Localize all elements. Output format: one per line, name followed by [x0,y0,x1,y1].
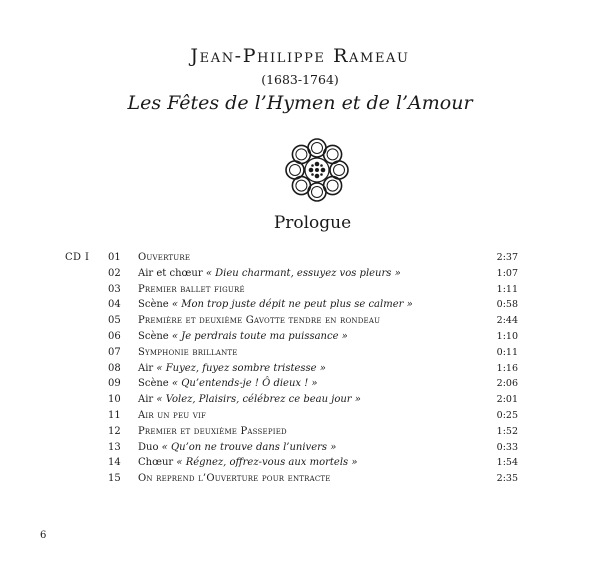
track-number: 05 [108,315,121,327]
track-title-prefix: Scène [138,299,172,311]
track-title [138,252,190,264]
track-title-text: On reprend l’Ouverture pour entracte [138,473,331,485]
track-duration: 2:44 [496,315,518,327]
track-title-prefix: Duo [138,441,162,453]
track-row [108,363,518,379]
track-duration: 2:06 [496,378,518,390]
track-row [108,457,518,473]
track-number: 02 [108,267,121,279]
track-number: 10 [108,394,121,406]
track-title [138,347,238,359]
track-title-text: « Je perdrais toute ma puissance » [171,330,348,342]
track-title [138,378,318,390]
track-title-text: « Dieu charmant, essuyez vos pleurs » [205,267,401,279]
track-title [138,473,331,485]
track-number: 11 [108,409,121,421]
track-title-text: Première et deuxième Gavotte tendre en rondeau [138,315,381,327]
track-duration: 1:54 [496,457,518,469]
track-number: 15 [108,473,121,485]
track-duration: 0:33 [496,441,518,453]
track-row [108,473,518,489]
track-number: 03 [108,283,121,295]
track-duration: 0:25 [496,409,518,421]
track-duration: 1:52 [496,425,518,437]
track-title-text: « Mon trop juste dépit ne peut plus se calmer » [171,299,413,311]
track-title [138,457,357,469]
track-number: 01 [108,252,121,263]
track-row [108,268,518,284]
track-number: 04 [108,299,121,311]
composer-dates: (1683-1764) [261,72,339,87]
track-number: 06 [108,330,121,342]
track-title-prefix: Air [138,362,157,374]
track-duration: 1:11 [496,283,518,295]
track-duration: 2:01 [496,394,518,406]
track-duration: 0:58 [496,299,518,311]
track-title-prefix: Scène [138,330,172,342]
rosette-ornament-icon [282,135,352,205]
work-title: Les Fêtes de l’Hymen et de l’Amour [127,92,473,114]
track-title-text: « Fuyez, fuyez sombre tristesse » [156,362,326,374]
track-row [108,347,518,363]
track-title-prefix: Air [138,394,157,406]
track-title-text: « Régnez, offrez-vous aux mortels » [176,457,358,469]
track-row [108,426,518,442]
track-title-text: « Qu’entends-je ! Ô dieux ! » [171,378,318,390]
track-title [138,268,401,280]
track-title [138,299,413,311]
track-duration: 2:35 [496,473,518,485]
track-number: 14 [108,457,121,469]
track-title-text: Air un peu vif [138,409,207,421]
track-row [108,410,518,426]
track-row [108,284,518,300]
track-number: 12 [108,425,121,437]
track-title-prefix: Air et chœur [138,267,206,279]
track-number: 07 [108,346,121,358]
track-title-text: Premier ballet figuré [138,283,245,295]
track-row [108,252,518,268]
track-number: 13 [108,441,121,453]
track-title-text: Premier et deuxième Passepied [138,425,287,437]
track-duration: 1:07 [496,267,518,279]
track-title [138,410,206,422]
cd-label: CD I [65,252,90,263]
track-row [108,394,518,410]
track-row [108,378,518,394]
track-number: 08 [108,362,121,374]
track-list [108,252,518,489]
track-title [138,394,361,406]
track-row [108,315,518,331]
track-duration: 1:10 [496,330,518,342]
page-number: 6 [40,530,47,541]
track-title [138,426,287,438]
track-title [138,442,336,454]
track-title-text: « Qu’on ne trouve dans l’univers » [161,441,337,453]
track-row [108,442,518,458]
track-title [138,363,326,375]
track-title-prefix: Chœur [138,457,177,469]
track-title-prefix: Scène [138,378,172,390]
track-title-text: Symphonie brillante [138,346,238,358]
section-title: Prologue [273,213,352,233]
track-title [138,284,245,296]
composer-name: Jean-Philippe Rameau [190,45,410,67]
track-title [138,315,380,327]
track-duration: 0:11 [496,346,518,358]
track-duration: 1:16 [496,362,518,374]
track-title-text: « Volez, Plaisirs, célébrez ce beau jour » [156,394,361,406]
track-row [108,331,518,347]
track-number: 09 [108,378,121,390]
track-row [108,299,518,315]
track-duration: 2:37 [496,252,518,263]
track-title-text: Ouverture [138,252,191,263]
track-title [138,331,348,343]
